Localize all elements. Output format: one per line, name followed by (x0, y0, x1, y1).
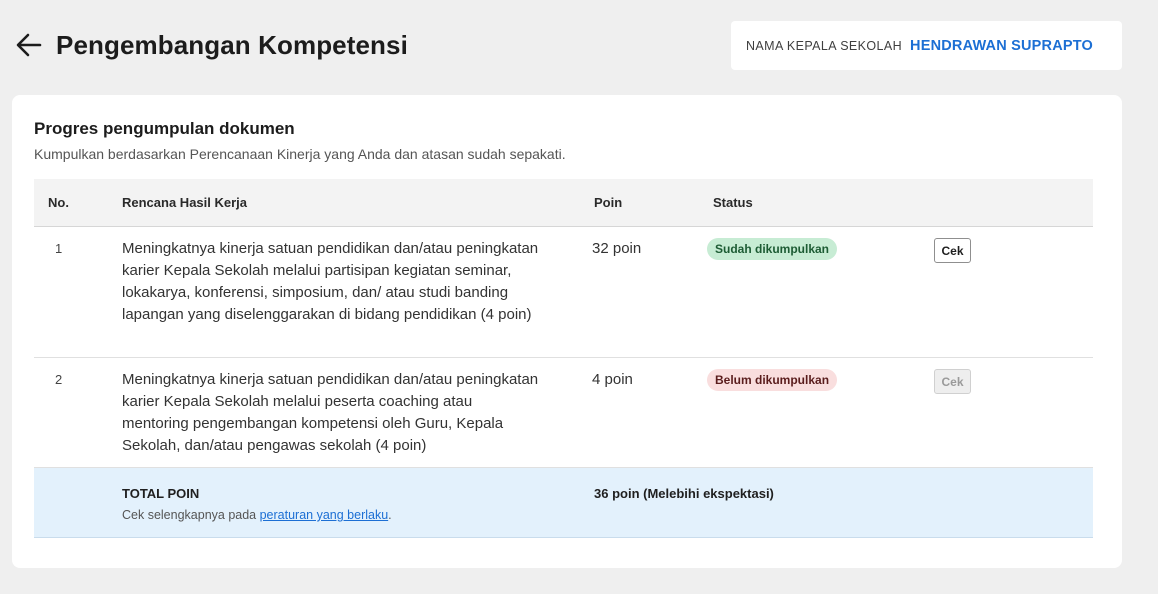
total-note-suffix: . (388, 508, 392, 522)
row-poin: 32 poin (592, 240, 642, 257)
table-header (34, 179, 1093, 227)
total-row (34, 468, 1093, 538)
card-title: Progres pengumpulan dokumen (34, 119, 295, 138)
regulation-link[interactable]: peraturan yang berlaku (259, 508, 389, 522)
table-row (34, 358, 1093, 468)
total-poin: 36 poin (Melebihi ekspektasi) (594, 486, 774, 501)
table-row (34, 227, 1093, 358)
status-badge: Belum dikumpulkan (707, 369, 837, 391)
total-note (122, 508, 392, 522)
row-poin: 4 poin (592, 371, 633, 388)
column-header-status: Status (713, 195, 753, 210)
total-label: TOTAL POIN (122, 486, 200, 501)
card-subtitle: Kumpulkan berdasarkan Perencanaan Kinerja yang Anda dan atasan sudah sepakati. (34, 146, 566, 162)
column-header-poin: Poin (594, 195, 623, 210)
progress-card (12, 95, 1122, 568)
progress-table (34, 179, 1093, 538)
row-rhk: Meningkatnya kinerja satuan pendidikan dan/atau peningkatan karier Kepala Sekolah melalui partisipan kegiatan seminar, lokakarya, konferensi, simposium, dan/ atau studi banding lapangan yang diselenggarakan di bidang pendidikan (4 poin) (122, 240, 539, 323)
row-number: 1 (55, 241, 63, 256)
principal-label: NAMA KEPALA SEKOLAH (746, 38, 903, 53)
principal-name: HENDRAWAN SUPRAPTO (910, 37, 1094, 54)
row-rhk: Meningkatnya kinerja satuan pendidikan dan/atau peningkatan karier Kepala Sekolah melalui peserta coaching atau mentoring pengembangan kompetensi oleh Guru, Kepala Sekolah, dan/atau pengawas sekolah (4 poin) (122, 371, 539, 454)
page-title: Pengembangan Kompetensi (56, 30, 408, 60)
page-header (0, 0, 1158, 95)
total-note-prefix: Cek selengkapnya pada (122, 508, 260, 522)
back-button[interactable] (14, 30, 44, 60)
principal-info (731, 21, 1122, 70)
column-header-rhk: Rencana Hasil Kerja (122, 195, 248, 210)
cek-button-disabled: Cek (934, 369, 971, 394)
row-number: 2 (55, 372, 63, 387)
column-header-no: No. (48, 195, 69, 210)
cek-button[interactable]: Cek (934, 238, 971, 263)
status-badge: Sudah dikumpulkan (707, 238, 837, 260)
arrow-left-icon (14, 30, 44, 60)
